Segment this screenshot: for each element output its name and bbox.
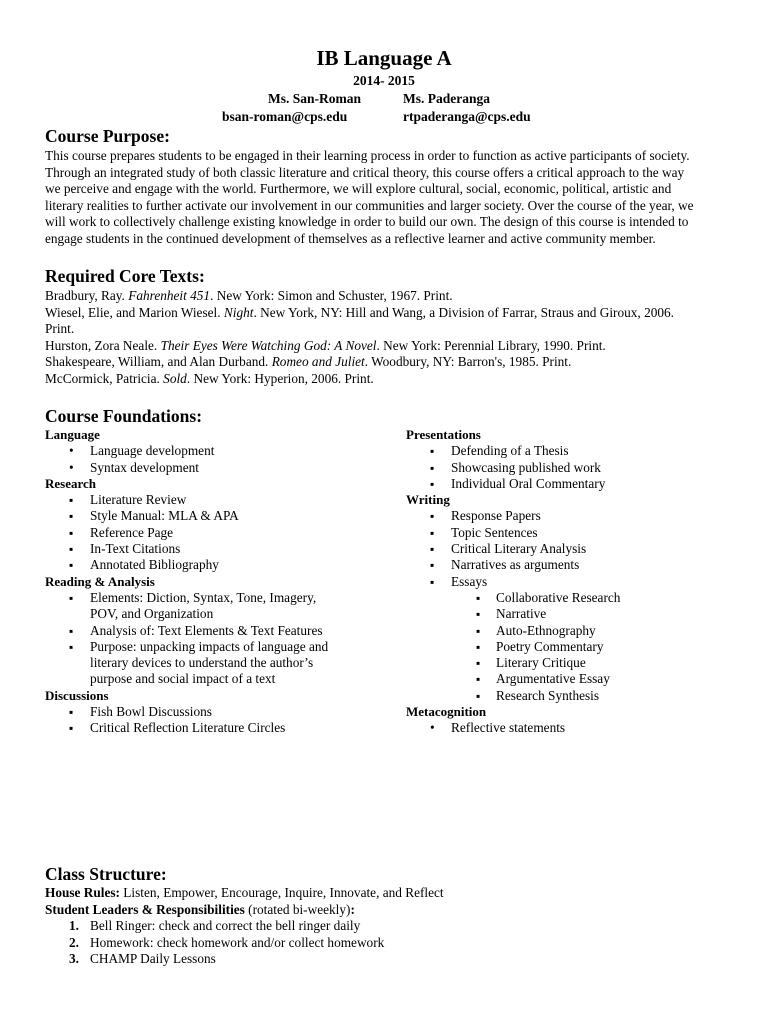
list-item: ▪ Elements: Diction, Syntax, Tone, Imagery, POV, and Organization	[45, 590, 375, 623]
list-item: ▪ Essays	[406, 574, 736, 590]
core-texts-list	[45, 288, 725, 387]
teacher-email-2: rtpaderanga@cps.edu	[403, 109, 531, 124]
citation: Shakespeare, William, and Alan Durband. Romeo and Juliet. Woodbury, NY: Barron's, 1985. Print.	[45, 354, 572, 369]
list-item: ▪ Critical Literary Analysis	[406, 541, 736, 557]
list-item: ▪ Purpose: unpacking impacts of language and literary devices to understand the author’s purpose and social impact of a text	[45, 639, 375, 688]
list-item: ▪ Style Manual: MLA & APA	[45, 508, 375, 524]
metacognition-list	[406, 720, 736, 736]
list-item: • Reflective statements	[406, 720, 736, 736]
class-structure-body	[45, 885, 725, 968]
list-item: ▪ Collaborative Research	[406, 590, 736, 606]
reading-list	[45, 590, 375, 688]
category-presentations: Presentations	[406, 427, 481, 442]
core-texts-heading: Required Core Texts:	[45, 266, 205, 286]
list-item: ▪ Research Synthesis	[406, 688, 736, 704]
list-item: ▪ In-Text Citations	[45, 541, 375, 557]
list-item: ▪ Topic Sentences	[406, 525, 736, 541]
list-item: ▪ Literary Critique	[406, 655, 736, 671]
paragraph-line: engage students in the continued development of themselves as a reflective learner and active community member.	[45, 230, 656, 246]
teacher-name-1: Ms. San-Roman	[268, 91, 362, 106]
list-item: • Language development	[45, 443, 375, 459]
language-list	[45, 443, 375, 476]
list-item: ▪ Auto-Ethnography	[406, 623, 736, 639]
research-list	[45, 492, 375, 573]
list-item: ▪ Showcasing published work	[406, 460, 736, 476]
citation: McCormick, Patricia. Sold. New York: Hyperion, 2006. Print.	[45, 370, 374, 386]
discussions-list	[45, 704, 375, 737]
foundations-right-column	[406, 427, 736, 737]
school-year: 2014- 2015	[353, 73, 415, 88]
list-item: ▪ Argumentative Essay	[406, 671, 736, 687]
essays-list	[406, 590, 736, 704]
paragraph-line: Through an integrated study of both classic literature and critical theory, this course offers a critical approach to the way	[45, 164, 685, 180]
category-research: Research	[45, 475, 97, 491]
course-foundations-heading: Course Foundations:	[45, 406, 203, 426]
category-reading-analysis: Reading & Analysis	[45, 573, 155, 589]
list-item: 3. CHAMP Daily Lessons	[69, 951, 216, 966]
teacher-email-1: bsan-roman@cps.edu	[222, 109, 348, 124]
list-item: • Syntax development	[45, 460, 375, 476]
list-item: ▪ Narratives as arguments	[406, 557, 736, 573]
list-item: 1. Bell Ringer: check and correct the bell ringer daily	[69, 918, 361, 933]
category-writing: Writing	[406, 492, 450, 508]
list-item: ▪ Analysis of: Text Elements & Text Features	[45, 623, 375, 639]
list-item: ▪ Literature Review	[45, 492, 375, 508]
list-item: ▪ Annotated Bibliography	[45, 557, 375, 573]
student-leaders: Student Leaders & Responsibilities (rotated bi-weekly):	[45, 901, 355, 917]
list-item: ▪ Defending of a Thesis	[406, 443, 736, 459]
course-purpose-heading: Course Purpose:	[45, 126, 170, 146]
responsibilities-list	[45, 918, 725, 968]
paragraph-line: we perceive and engage with the world. Furthermore, we will explore cultural, social, economic, political, artistic and	[45, 181, 672, 196]
category-metacognition: Metacognition	[406, 704, 487, 720]
category-discussions: Discussions	[45, 687, 109, 703]
category-language: Language	[45, 427, 100, 442]
list-item: ▪ Response Papers	[406, 508, 736, 524]
list-item: ▪ Reference Page	[45, 525, 375, 541]
paragraph-line: will work to collectively challenge existing knowledge in order to build our own. The design of this course is intended to	[45, 214, 689, 229]
course-purpose-paragraph	[45, 148, 725, 247]
list-item: ▪ Narrative	[406, 606, 736, 622]
presentations-list	[406, 443, 736, 492]
list-item: 2. Homework: check homework and/or collect homework	[69, 934, 385, 950]
page-title: IB Language A	[316, 46, 452, 70]
house-rules: House Rules: Listen, Empower, Encourage, Inquire, Innovate, and Reflect	[45, 885, 444, 900]
paragraph-line: literary realities to further activate our involvement in our communities and larger society. Over the course of the year, we	[45, 197, 694, 213]
writing-list	[406, 508, 736, 589]
paragraph-line: This course prepares students to be engaged in their learning process in order to function as active participants of society.	[45, 148, 690, 163]
citation: Wiesel, Elie, and Marion Wiesel. Night. New York, NY: Hill and Wang, a Division of Farrar, Straus and Giroux, 2006.	[45, 304, 674, 320]
class-structure-heading: Class Structure:	[45, 864, 167, 884]
citation: Print.	[45, 321, 75, 336]
citation: Hurston, Zora Neale. Their Eyes Were Watching God: A Novel. New York: Perennial Library, 1990. Print.	[45, 337, 606, 353]
list-item: ▪ Fish Bowl Discussions	[45, 704, 375, 720]
list-item: ▪ Poetry Commentary	[406, 639, 736, 655]
list-item: ▪ Individual Oral Commentary	[406, 476, 736, 492]
foundations-left-column	[45, 427, 375, 737]
list-item: ▪ Critical Reflection Literature Circles	[45, 720, 375, 736]
teacher-name-2: Ms. Paderanga	[403, 91, 490, 106]
citation: Bradbury, Ray. Fahrenheit 451. New York: Simon and Schuster, 1967. Print.	[45, 288, 453, 303]
